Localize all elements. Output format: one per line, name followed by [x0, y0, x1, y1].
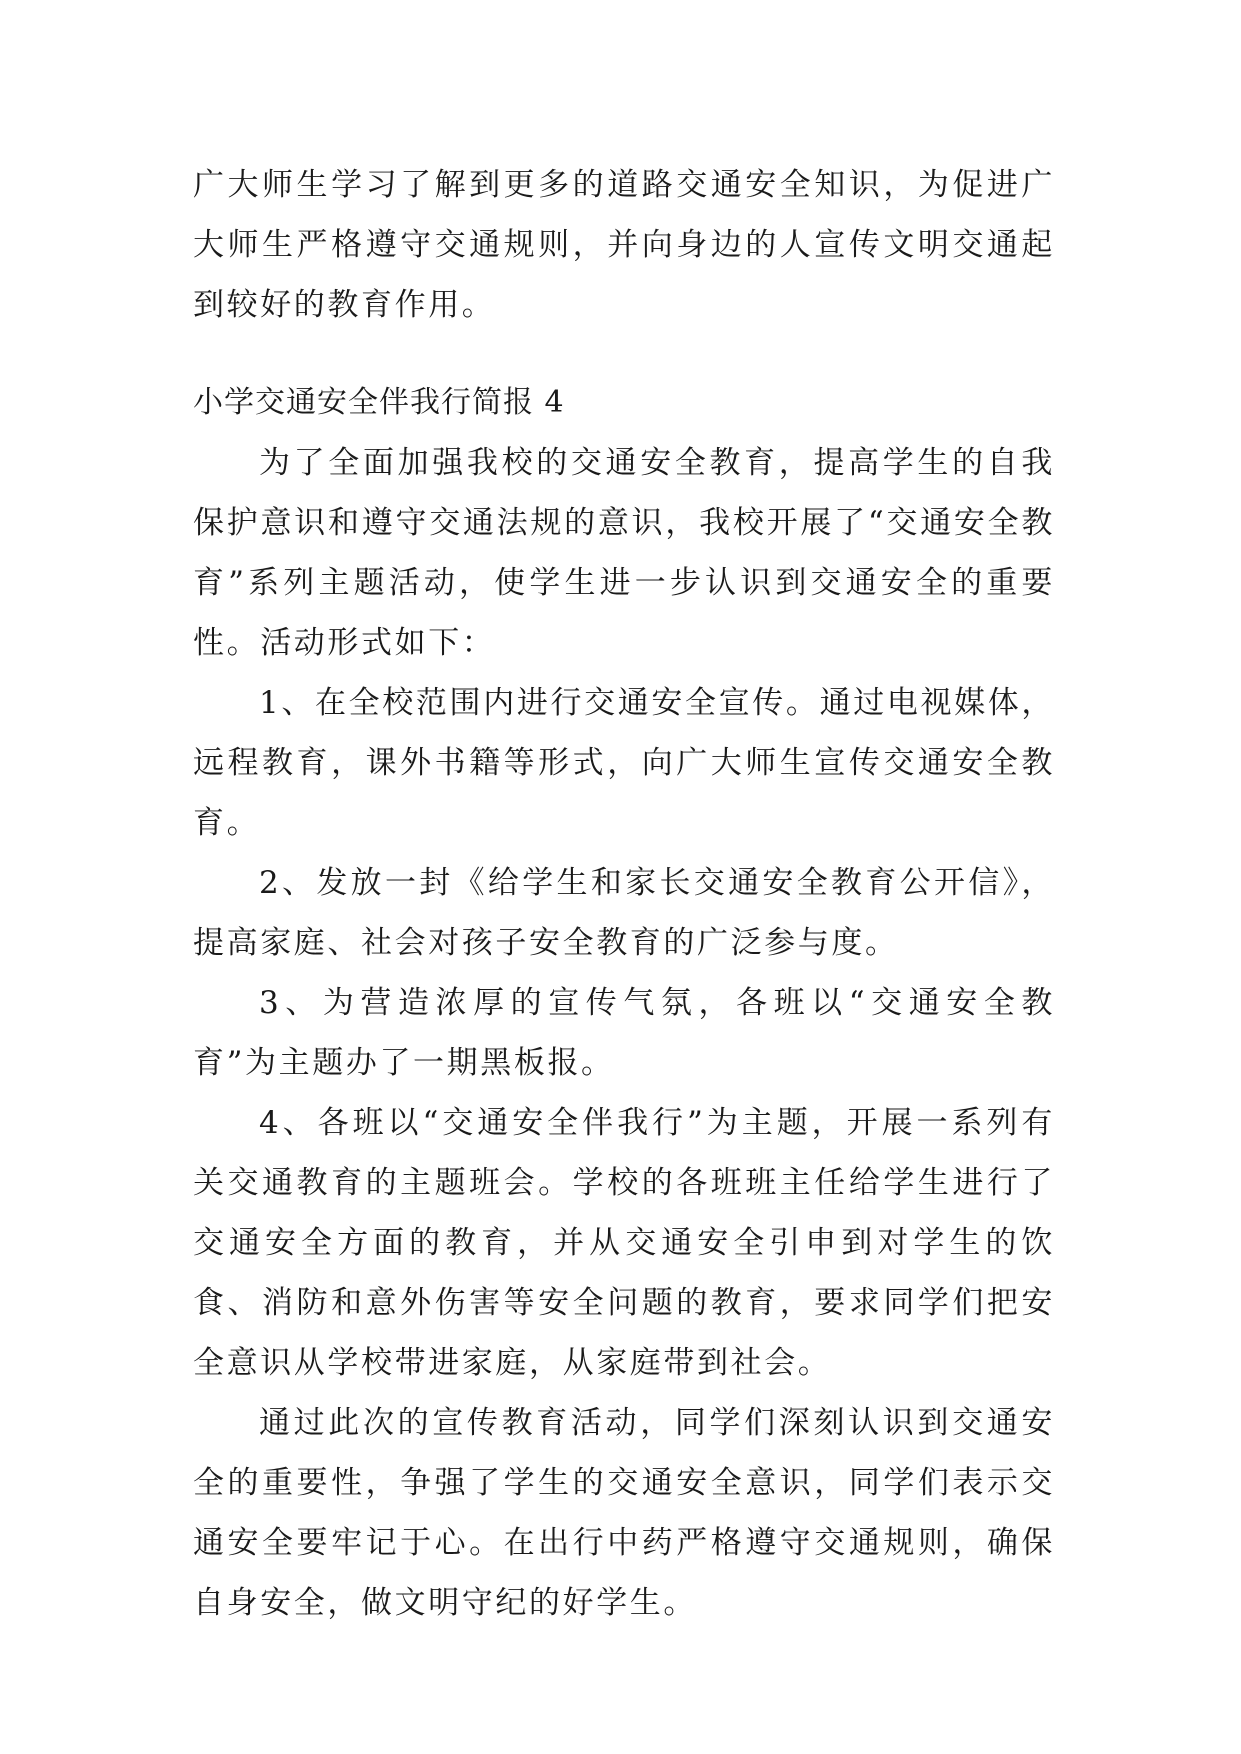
- body-paragraph-intro: 为了全面加强我校的交通安全教育，提高学生的自我保护意识和遵守交通法规的意识，我校开展了“交通安全教育”系列主题活动，使学生进一步认识到交通安全的重要性。活动形式如下：: [193, 445, 1055, 661]
- body-paragraph-item-2: 2、发放一封《给学生和家长交通安全教育公开信》，提高家庭、社会对孩子安全教育的广泛参与度。: [193, 865, 1055, 961]
- section-title: 小学交通安全伴我行简报 4: [193, 385, 565, 420]
- continuation-paragraph: 广大师生学习了解到更多的道路交通安全知识，为促进广大师生严格遵守交通规则，并向身边的人宣传文明交通起到较好的教育作用。: [193, 167, 1055, 323]
- body-paragraph-item-4: 4、各班以“交通安全伴我行”为主题，开展一系列有关交通教育的主题班会。学校的各班班主任给学生进行了交通安全方面的教育，并从交通安全引申到对学生的饮食、消防和意外伤害等安全问题的教育，要求同学们把安全意识从学校带进家庭，从家庭带到社会。: [193, 1105, 1055, 1381]
- body-paragraph-item-3: 3、为营造浓厚的宣传气氛，各班以“交通安全教育”为主题办了一期黑板报。: [193, 985, 1055, 1081]
- document-page: [193, 155, 1055, 1633]
- body-paragraph-conclusion: 通过此次的宣传教育活动，同学们深刻认识到交通安全的重要性，争强了学生的交通安全意识，同学们表示交通安全要牢记于心。在出行中药严格遵守交通规则，确保自身安全，做文明守纪的好学生。: [193, 1405, 1055, 1621]
- body-paragraph-item-1: 1、在全校范围内进行交通安全宣传。通过电视媒体，远程教育，课外书籍等形式，向广大师生宣传交通安全教育。: [193, 685, 1055, 841]
